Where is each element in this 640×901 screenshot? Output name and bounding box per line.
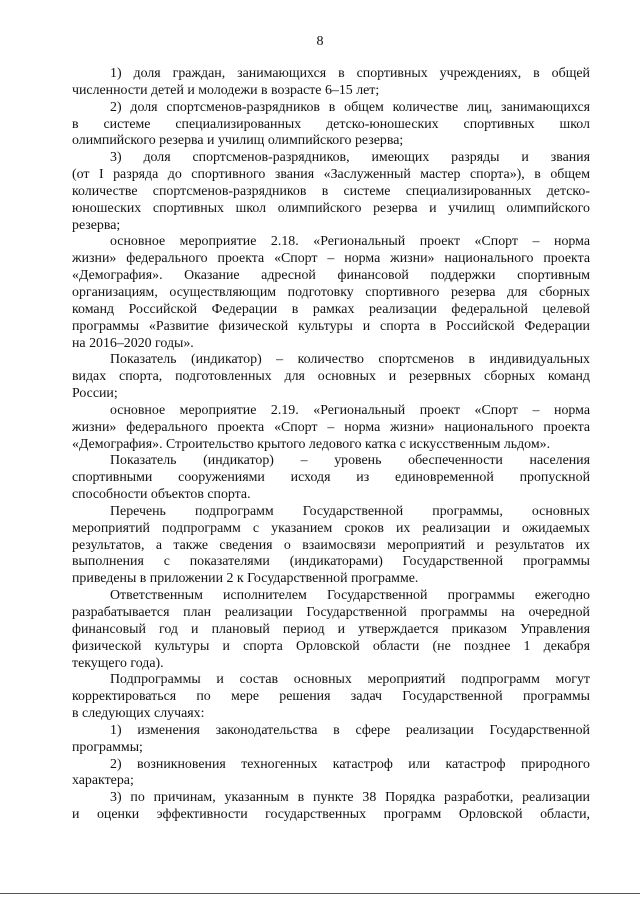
- text-line: России;: [72, 386, 118, 402]
- text-line: программы «Развитие физической культуры и спорта в Российской Федерации: [72, 318, 590, 334]
- text-line: в следующих случаях:: [72, 706, 205, 722]
- text-line: корректироваться по мере решения задач Государственной программы: [72, 689, 590, 705]
- text-line: Показатель (индикатор) – количество спортсменов в индивидуальных: [110, 352, 590, 368]
- text-line: основное мероприятие 2.19. «Региональный проект «Спорт – норма: [110, 402, 590, 418]
- text-line: и оценки эффективности государственных программ Орловской области,: [72, 807, 590, 823]
- text-line: олимпийского резерва и училищ олимпийского резерва;: [72, 133, 404, 149]
- text-line: 3) доля спортсменов-разрядников, имеющих разряды и звания: [110, 150, 590, 166]
- text-line: способности объектов спорта.: [72, 487, 251, 503]
- paragraph: [72, 672, 590, 723]
- text-line: результатов, а также сведения о взаимосвязи мероприятий и результатов их: [72, 537, 590, 553]
- page-bottom-edge: [0, 893, 640, 894]
- text-line: 3) по причинам, указанным в пункте 38 Порядка разработки, реализации: [110, 790, 590, 806]
- text-line: жизни» федерального проекта «Спорт – норма жизни» национального проекта: [72, 419, 590, 435]
- text-line: количестве спортсменов-разрядников в системе специализированных детско-: [72, 183, 590, 199]
- text-line: основное мероприятие 2.18. «Региональный проект «Спорт – норма: [110, 234, 590, 250]
- text-line: мероприятий подпрограмм с указанием сроков их реализации и ожидаемых: [72, 520, 590, 536]
- text-line: Показатель (индикатор) – уровень обеспеченности населения: [110, 453, 590, 469]
- text-line: жизни» федерального проекта «Спорт – норма жизни» национального проекта: [72, 251, 590, 267]
- text-line: приведены в приложении 2 к Государственной программе.: [72, 571, 419, 587]
- paragraph: [72, 723, 590, 757]
- text-line: Перечень подпрограмм Государственной программы, основных: [110, 503, 590, 519]
- text-line: выполнения с показателями (индикаторами) Государственной программы: [72, 554, 590, 570]
- text-line: Ответственным исполнителем Государственной программы ежегодно: [110, 588, 590, 604]
- paragraph: [72, 453, 590, 504]
- text-line: юношеских спортивных школ олимпийского резерва и училищ олимпийского: [72, 200, 590, 216]
- paragraph: [72, 150, 590, 234]
- text-line: текущего года).: [72, 655, 164, 671]
- text-line: команд Российской Федерации в рамках реализации федеральной целевой: [72, 301, 590, 317]
- text-line: 2) доля спортсменов-разрядников в общем количестве лиц, занимающихся: [110, 99, 590, 115]
- document-body: [72, 66, 590, 824]
- text-line: физической культуры и спорта Орловской области (не позднее 1 декабря: [72, 638, 590, 654]
- paragraph: [72, 757, 590, 791]
- paragraph: [72, 504, 590, 588]
- text-line: резерва;: [72, 217, 121, 233]
- paragraph: [72, 352, 590, 403]
- text-line: Подпрограммы и состав основных мероприятий подпрограмм могут: [110, 672, 590, 688]
- paragraph: [72, 403, 590, 454]
- text-line: «Демография». Строительство крытого ледового катка с искусственным льдом».: [72, 436, 551, 452]
- text-line: численности детей и молодежи в возрасте 6–15 лет;: [72, 82, 380, 98]
- text-line: «Демография». Оказание адресной финансовой поддержки спортивным: [72, 268, 590, 284]
- text-line: организациям, осуществляющим подготовку спортивного резерва для сборных: [72, 284, 590, 300]
- paragraph: [72, 588, 590, 672]
- page-number: 8: [316, 34, 324, 49]
- text-line: видах спорта, подготовленных для основных и резервных сборных команд: [72, 369, 590, 385]
- text-line: спортивными сооружениями исходя из единовременной пропускной: [72, 470, 590, 486]
- text-line: 2) возникновения техногенных катастроф или катастроф природного: [110, 756, 590, 772]
- text-line: 1) доля граждан, занимающихся в спортивных учреждениях, в общей: [110, 66, 590, 81]
- paragraph: [72, 234, 590, 352]
- text-line: финансовый год и плановый период и утверждается приказом Управления: [72, 621, 590, 637]
- paragraph: [72, 790, 590, 824]
- text-line: характера;: [72, 773, 134, 789]
- text-line: 1) изменения законодательства в сфере реализации Государственной: [110, 722, 590, 738]
- paragraph: [72, 66, 590, 100]
- text-line: разрабатывается план реализации Государственной программы на очередной: [72, 605, 590, 620]
- text-line: программы;: [72, 739, 143, 755]
- paragraph: [72, 100, 590, 151]
- text-line: (от I разряда до спортивного звания «Заслуженный мастер спорта»), в общем: [72, 167, 590, 183]
- text-line: на 2016–2020 годы».: [72, 335, 194, 351]
- text-line: в системе специализированных детско-юношеских спортивных школ: [72, 116, 590, 132]
